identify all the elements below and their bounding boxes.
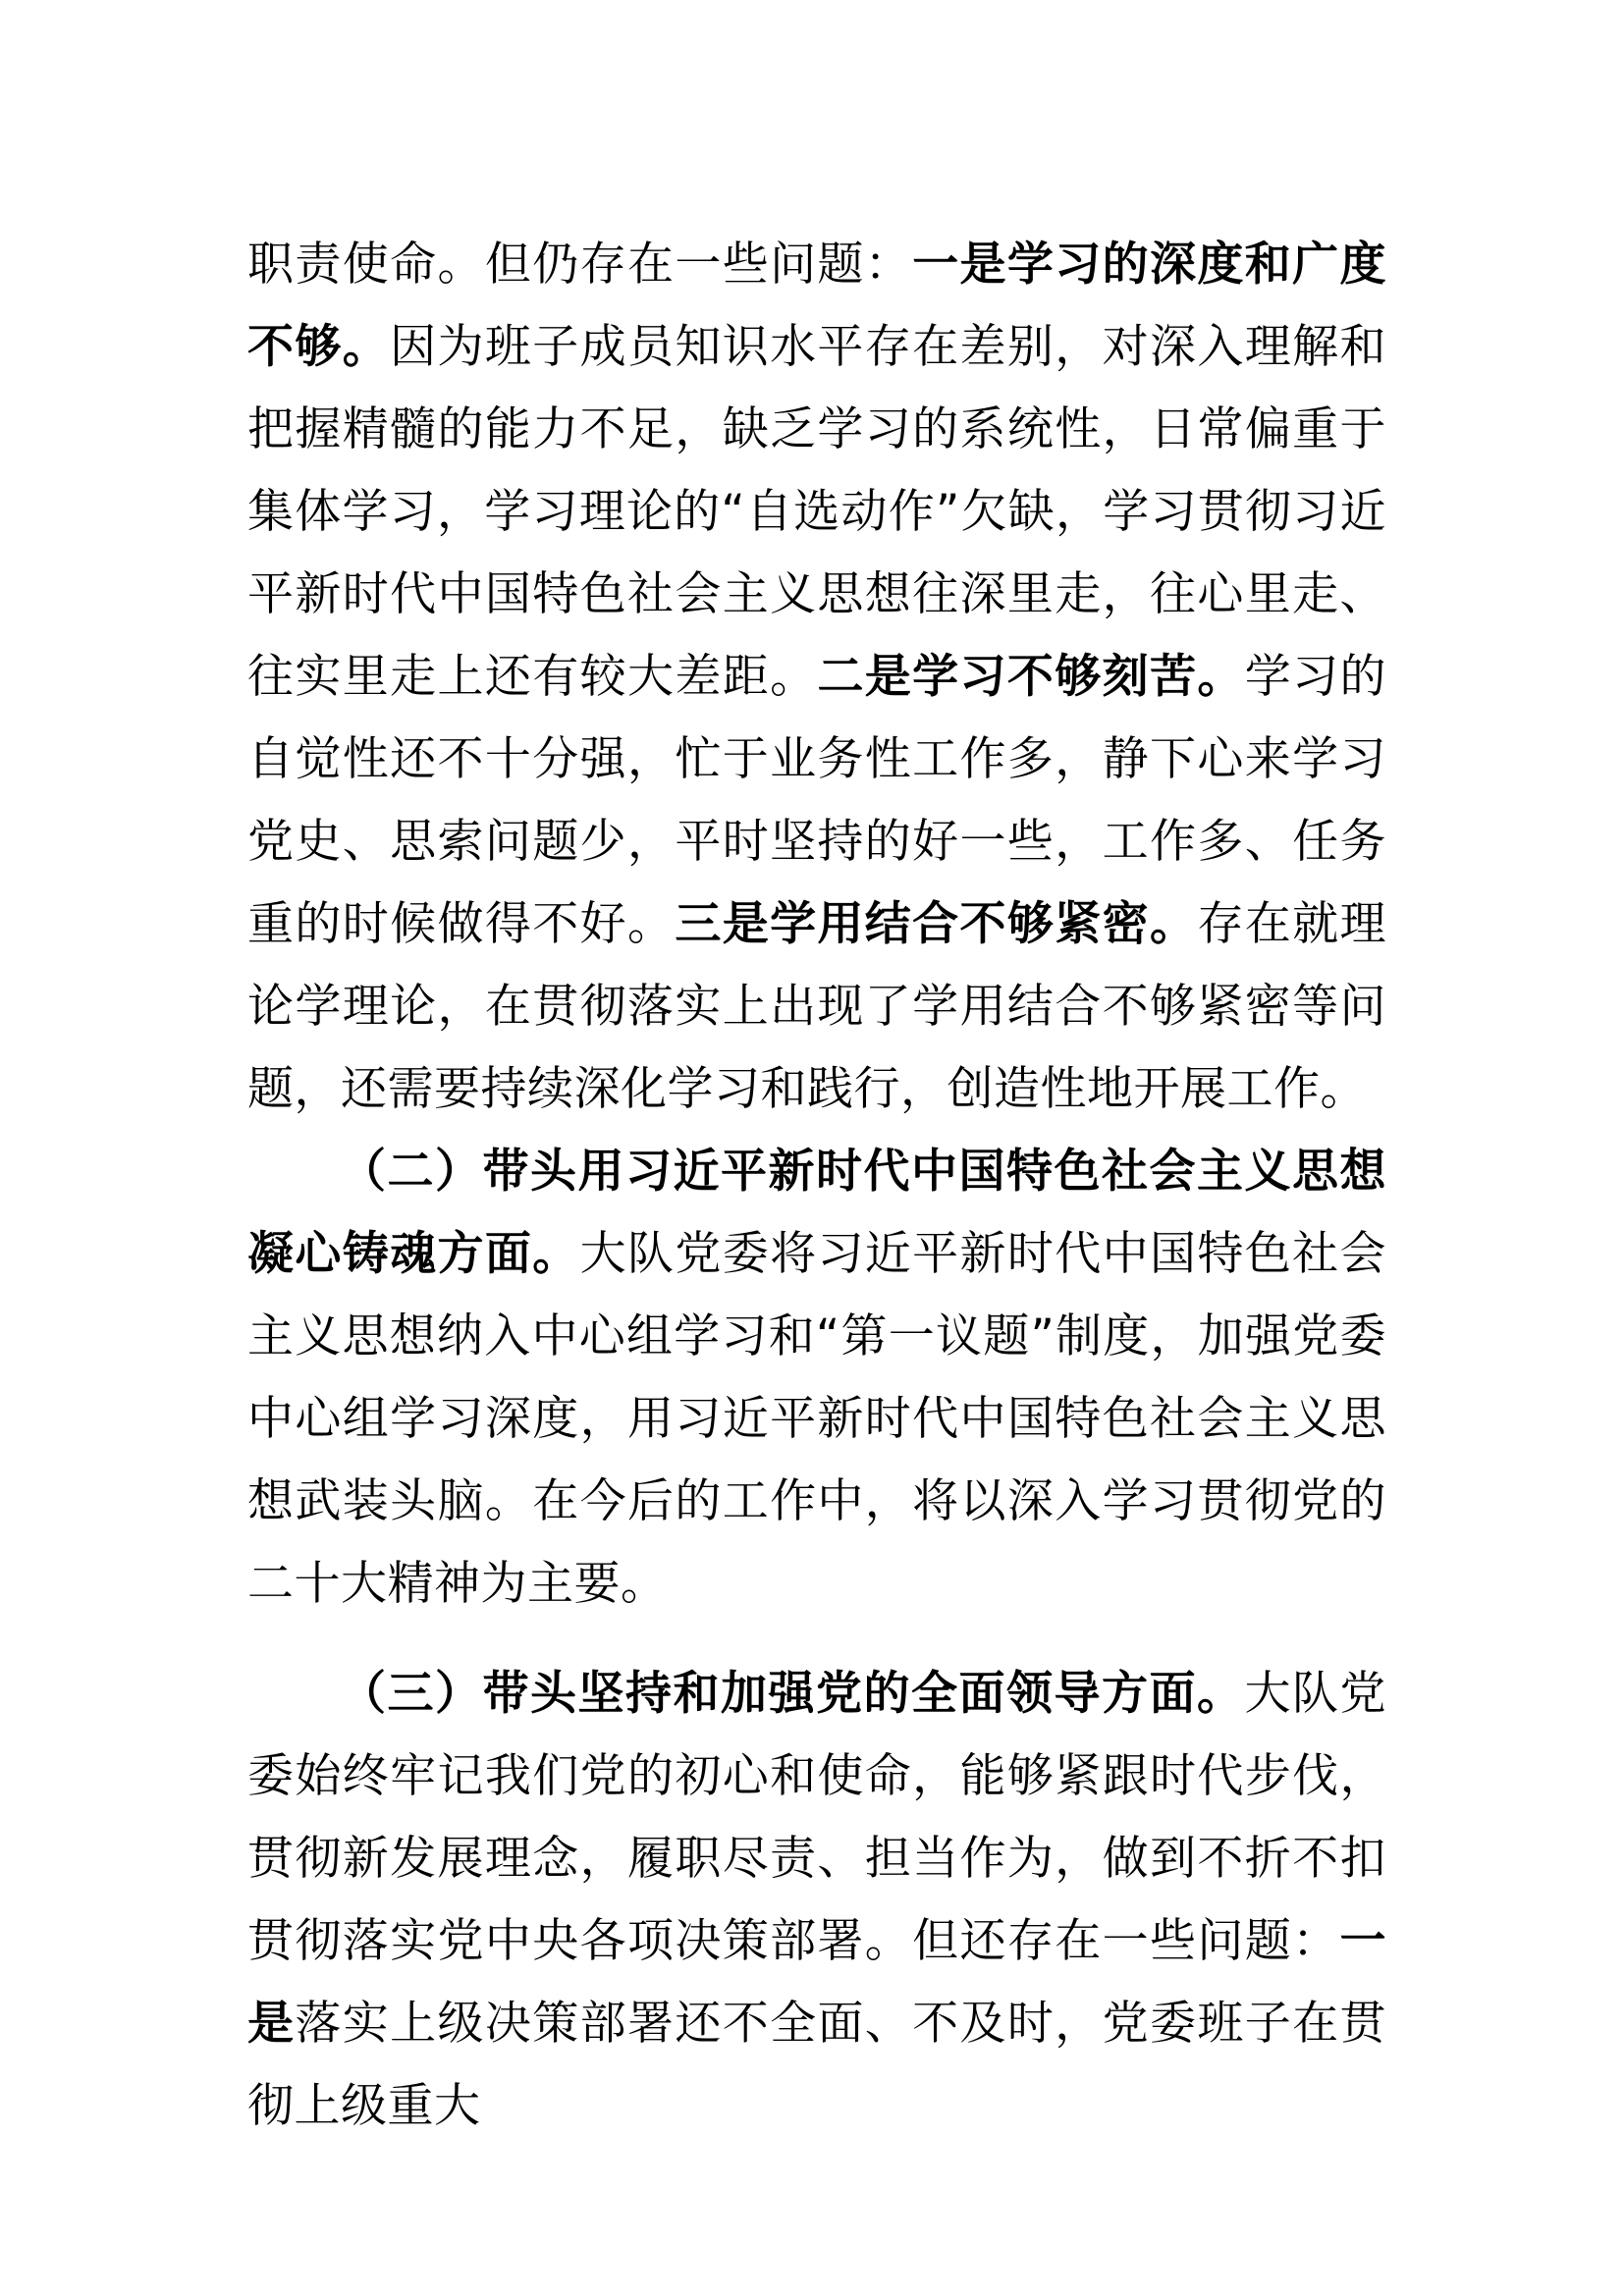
text-span: 存在就理论学理论，在贯彻落实上出现了学用结合不够紧密等问题，还需要持续深化学习和践行，创造性地开展工作。 — [247, 897, 1387, 1116]
bold-heading-second-point: 二是学习不够刻苦。 — [817, 650, 1245, 704]
document-body — [247, 224, 1386, 2148]
bold-heading-first-point: 一是 — [247, 1914, 1386, 2051]
section-three-heading: （三）带头坚持和加强党的全面领导方面。 — [340, 1667, 1245, 1721]
bold-heading-first-point: 一是学习的深度和广度不够。 — [247, 238, 1387, 374]
text-span: 职责使命。但仍存在一些问题： — [247, 238, 913, 292]
text-span: 大队党委始终牢记我们党的初心和使命，能够紧跟时代步伐，贯彻新发展理念，履职尽责、担当作为，做到不折不扣贯彻落实党中央各项决策部署。但还存在一些问题： — [247, 1667, 1386, 1968]
bold-heading-third-point: 三是学用结合不够紧密。 — [675, 897, 1198, 951]
paragraph-section-two — [247, 1131, 1386, 1626]
paragraph-study-problems — [247, 224, 1386, 1131]
paragraph-section-three — [247, 1653, 1386, 2148]
text-span: 学习的自觉性还不十分强，忙于业务性工作多，静下心来学习党史、思索问题少，平时坚持的好一些，工作多、任务重的时候做得不好。 — [247, 650, 1387, 951]
text-span: 落实上级决策部署还不全面、不及时，党委班子在贯彻上级重大 — [247, 1997, 1387, 2133]
text-span: 大队党委将习近平新时代中国特色社会主义思想纳入中心组学习和“第一议题”制度，加强党委中心组学习深度，用习近平新时代中国特色社会主义思想武装头脑。在今后的工作中，将以深入学习贯彻党的二十大精神为主要。 — [247, 1227, 1387, 1611]
text-span: 因为班子成员知识水平存在差别，对深入理解和把握精髓的能力不足，缺乏学习的系统性，日常偏重于集体学习，学习理论的“自选动作”欠缺，学习贯彻习近平新时代中国特色社会主义思想往深里走，往心里走、往实里走上还有较大差距。 — [247, 320, 1386, 704]
section-two-heading: （二）带头用习近平新时代中国特色社会主义思想凝心铸魂方面。 — [247, 1145, 1386, 1281]
